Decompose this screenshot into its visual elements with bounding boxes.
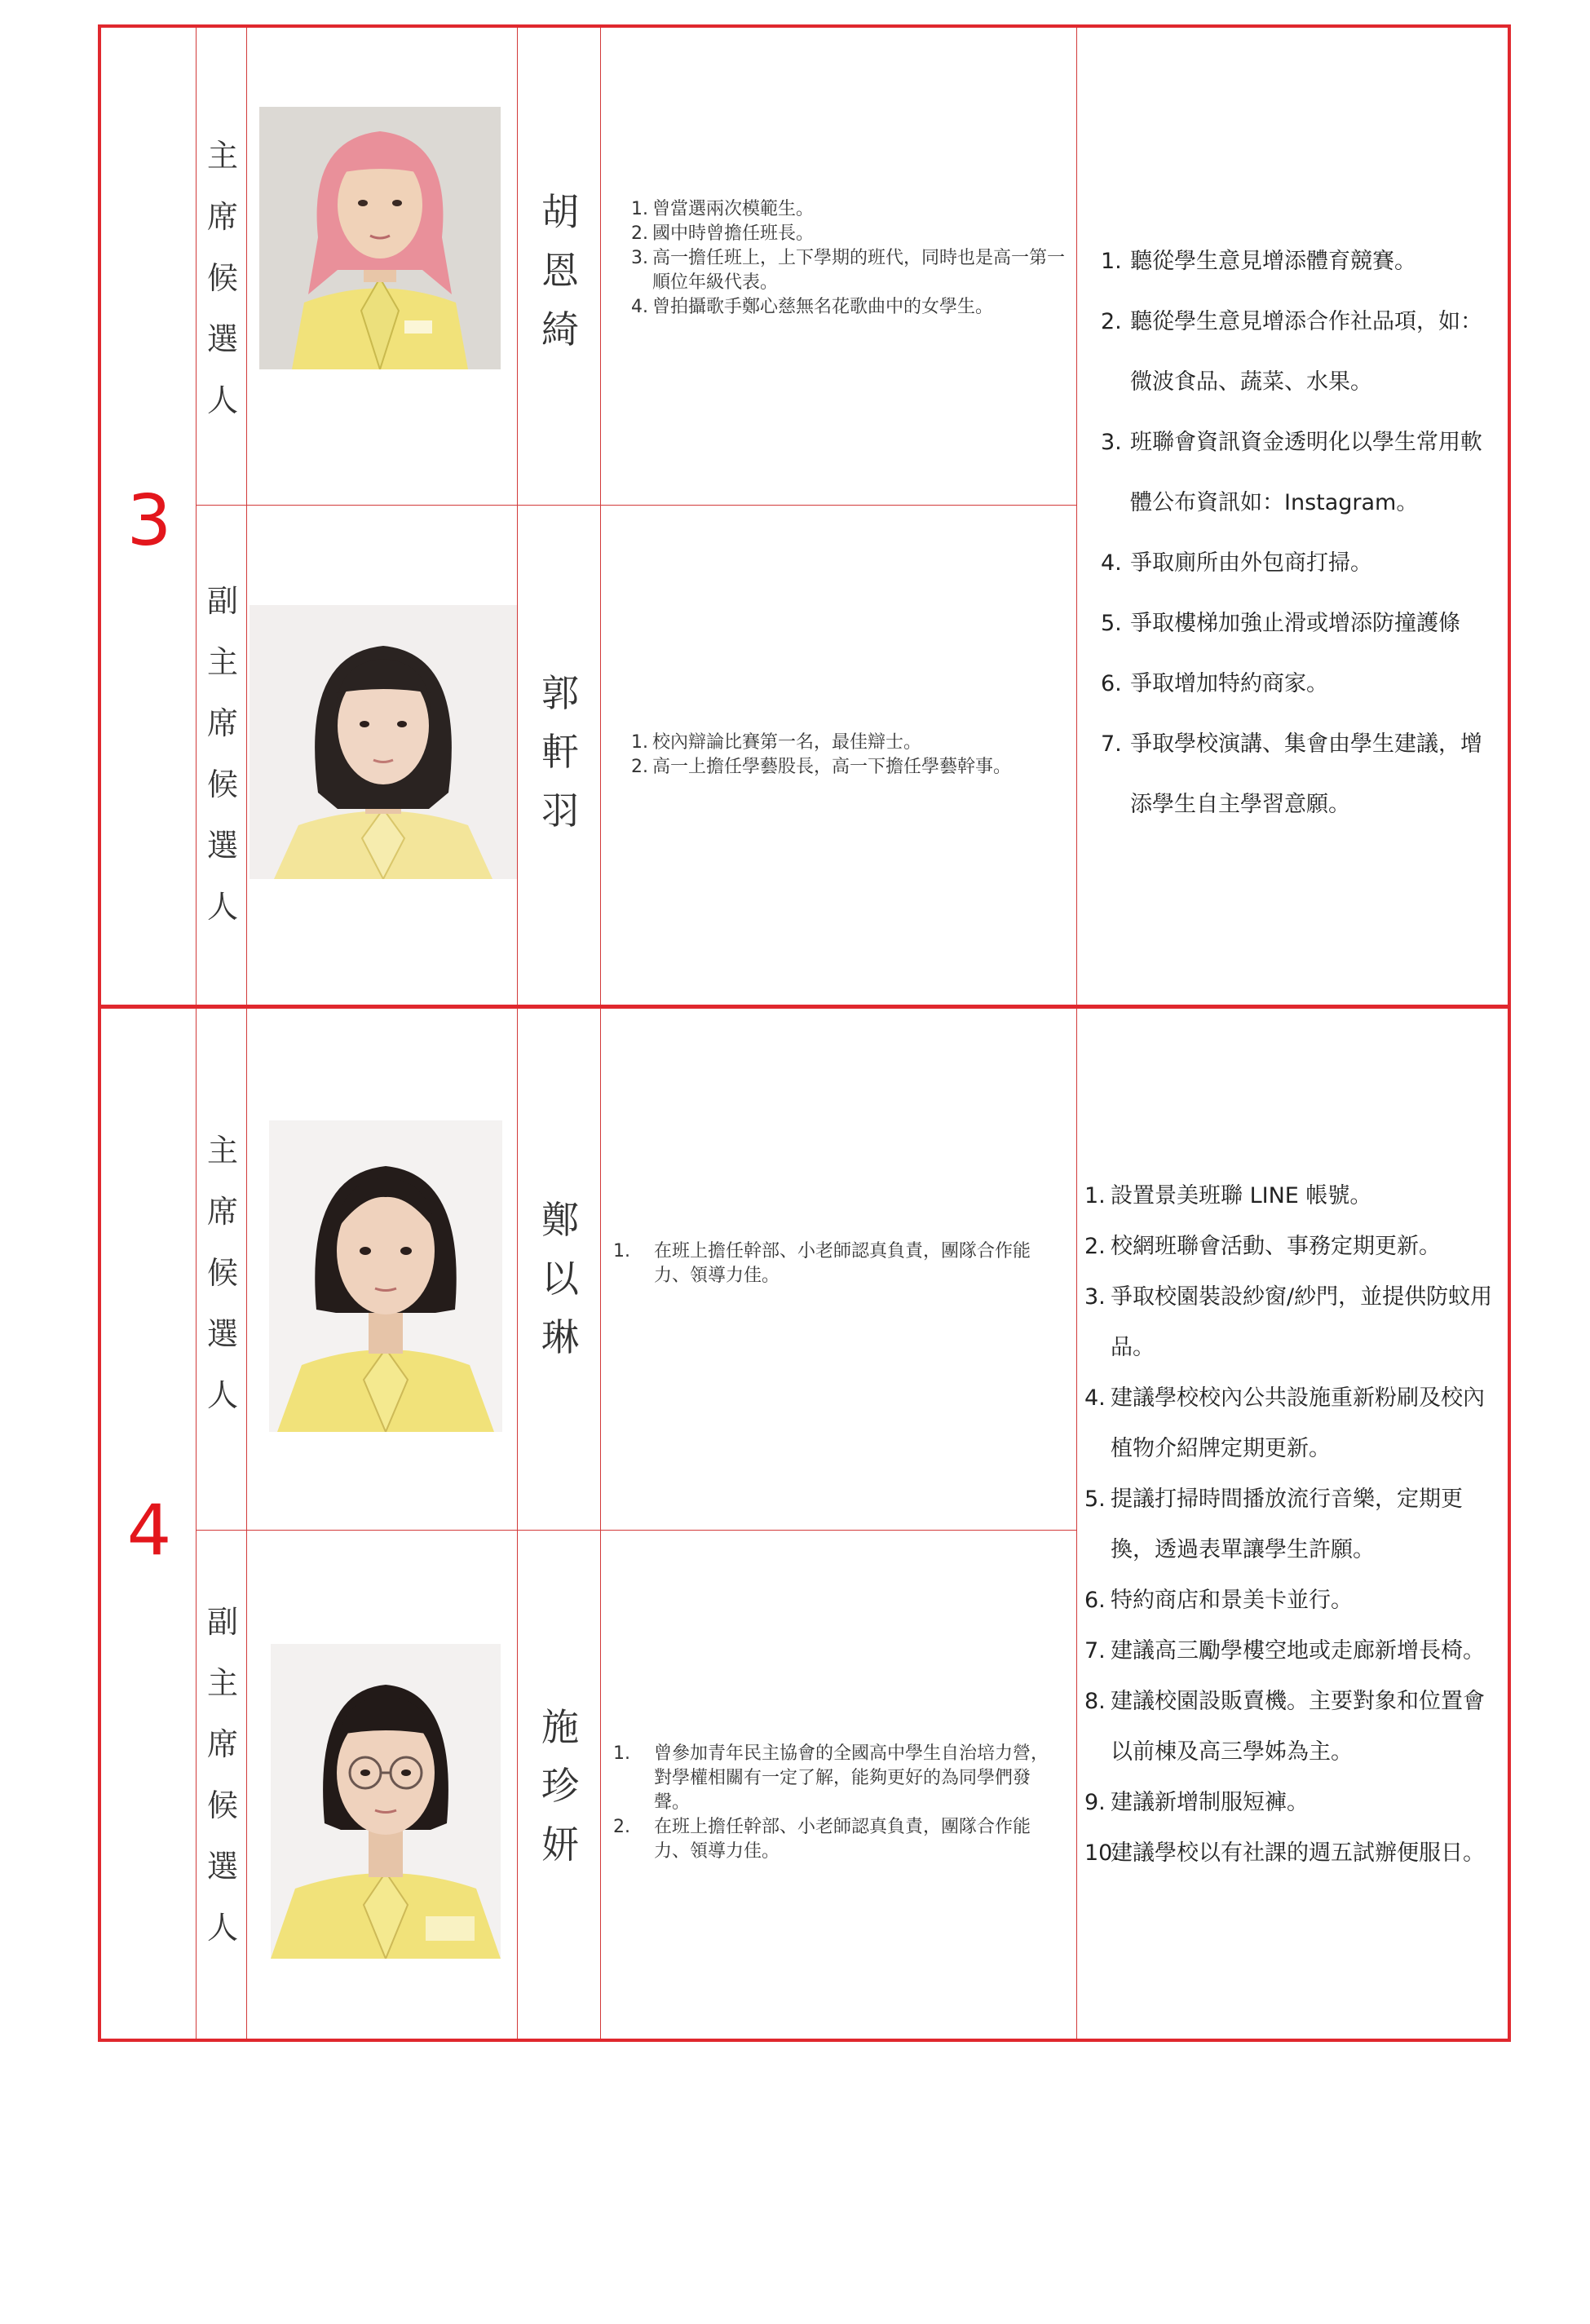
list-item: 2. 在班上擔任幹部、小老師認真負責，團隊合作能力、領導力佳。: [613, 1817, 1031, 1862]
ticket-number: 4: [126, 1490, 172, 1571]
list-item: 6. 特約商店和景美卡並行。: [1084, 1588, 1353, 1613]
ticket-platform: [1084, 1171, 1500, 1879]
vice-candidate-role: 副 主 席 候 選 人: [206, 1604, 238, 1946]
vice-candidate-experience: [613, 1742, 1065, 1864]
chair-candidate-experience: [631, 197, 1065, 320]
vice-candidate-name: 郭 軒 羽: [541, 671, 579, 833]
list-item: 8. 建議校園設販賣機。主要對象和位置會以前棟及高三學姊為主。: [1084, 1689, 1485, 1765]
vice-candidate-photo: [271, 1644, 501, 1959]
list-item: 7. 建議高三勵學樓空地或走廊新增長椅。: [1084, 1638, 1485, 1663]
list-item: 2. 國中時曾擔任班長。: [631, 223, 815, 244]
list-item: 5. 爭取樓梯加強止滑或增添防撞護條: [1101, 611, 1460, 636]
list-item: 4. 建議學校校內公共設施重新粉刷及校內植物介紹牌定期更新。: [1084, 1385, 1485, 1461]
ticket-platform: [1101, 232, 1495, 835]
chair-candidate-photo: [259, 107, 501, 369]
list-item: 1. 曾當選兩次模範生。: [631, 199, 815, 219]
vice-candidate-role: 副 主 席 候 選 人: [206, 583, 238, 925]
list-item: 1. 曾參加青年民主協會的全國高中學生自治培力營，對學權相關有一定了解，能夠更好的為同學們發聲。: [613, 1743, 1049, 1813]
list-item: 1. 校內辯論比賽第一名，最佳辯士。: [631, 732, 922, 753]
chair-candidate-role: 主 席 候 選 人: [206, 1133, 238, 1413]
candidate-sheet: [98, 24, 1511, 2042]
list-item: 6. 爭取增加特約商家。: [1101, 671, 1328, 696]
list-item: 4. 曾拍攝歌手鄭心慈無名花歌曲中的女學生。: [631, 297, 994, 317]
list-item: 1. 設置景美班聯 LINE 帳號。: [1084, 1183, 1372, 1208]
chair-candidate-photo: [269, 1120, 502, 1432]
list-item: 3. 班聯會資訊資金透明化以學生常用軟體公布資訊如：Instagram。: [1101, 430, 1482, 515]
chair-candidate-role: 主 席 候 選 人: [206, 138, 238, 418]
vice-candidate-photo: [250, 605, 517, 879]
list-item: 1. 聽從學生意見增添體育競賽。: [1101, 249, 1416, 274]
list-item: 2. 校網班聯會活動、事務定期更新。: [1084, 1234, 1441, 1259]
chair-candidate-name: 胡 恩 綺: [541, 190, 579, 351]
vice-candidate-experience: [631, 731, 1065, 780]
list-item: 4. 爭取廁所由外包商打掃。: [1101, 550, 1372, 576]
chair-candidate-name: 鄭 以 琳: [541, 1198, 579, 1359]
list-item: 7. 爭取學校演講、集會由學生建議，增添學生自主學習意願。: [1101, 731, 1482, 817]
list-item: 9. 建議新增制服短褲。: [1084, 1790, 1309, 1815]
list-item: 5. 提議打掃時間播放流行音樂，定期更換，透過表單讓學生許願。: [1084, 1487, 1463, 1562]
list-item: 2. 聽從學生意見增添合作社品項，如：微波食品、蔬菜、水果。: [1101, 309, 1482, 395]
chair-candidate-experience: [613, 1239, 1065, 1288]
ticket-4: [98, 1005, 1511, 2042]
list-item: 3. 爭取校園裝設紗窗/紗門，並提供防蚊用品。: [1084, 1284, 1493, 1360]
ticket-number: 3: [126, 480, 172, 562]
ticket-3: [98, 24, 1511, 1009]
list-item: 2. 高一上擔任學藝股長，高一下擔任學藝幹事。: [631, 757, 1012, 777]
list-item: 3. 高一擔任班上，上下學期的班代，同時也是高一第一順位年級代表。: [631, 248, 1066, 293]
vice-candidate-name: 施 珍 妍: [541, 1705, 579, 1867]
list-item: 10. 建議學校以有社課的週五試辦便服日。: [1084, 1840, 1485, 1866]
list-item: 1. 在班上擔任幹部、小老師認真負責，團隊合作能力、領導力佳。: [613, 1241, 1031, 1286]
